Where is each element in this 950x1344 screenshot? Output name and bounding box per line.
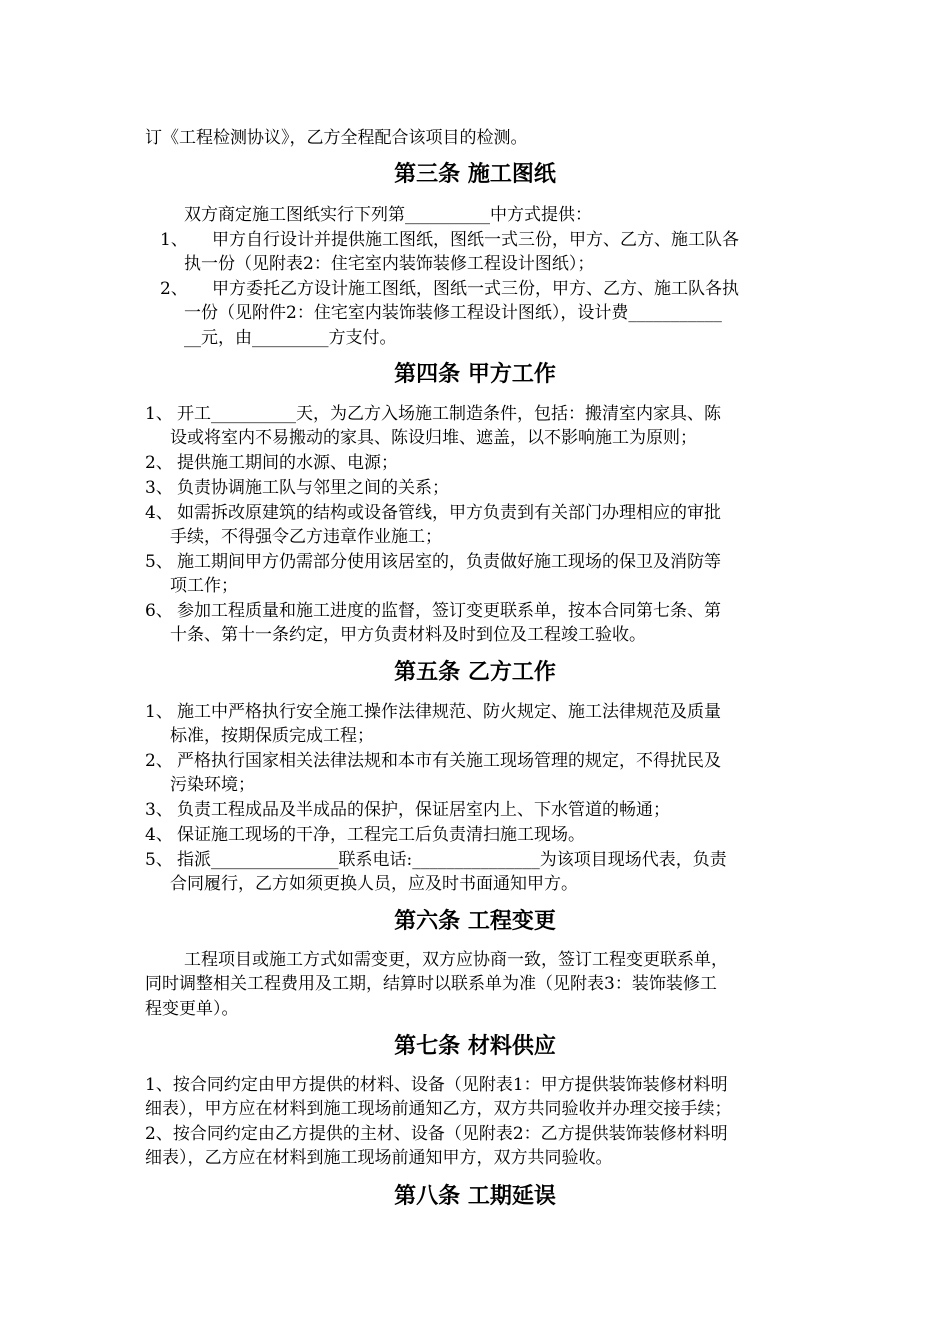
article-4-heading: 第四条 甲方工作 xyxy=(394,362,556,387)
art4-item-2-line-1: 提供施工期间的水源、电源； xyxy=(177,453,398,473)
art3-item-1-number: 1、 xyxy=(160,230,188,250)
art6-line-1: 工程项目或施工方式如需变更，双方应协商一致，签订工程变更联系单， xyxy=(184,950,728,970)
art6-line-3: 程变更单）。 xyxy=(145,999,239,1019)
art5-item-5-line-1: 指派_______________联系电话:_______________为该项目现场代表，负责 xyxy=(177,850,727,870)
intro-line: 订《工程检测协议》，乙方全程配合该项目的检测。 xyxy=(145,128,528,148)
article-3-intro: 双方商定施工图纸实行下列第__________中方式提供： xyxy=(184,205,592,225)
art3-item-1-line-1: 甲方自行设计并提供施工图纸，图纸一式三份，甲方、乙方、施工队各 xyxy=(212,230,739,250)
art5-item-4-line-1: 保证施工现场的干净，工程完工后负责清扫施工现场。 xyxy=(177,825,585,845)
art4-item-1-number: 1、 xyxy=(145,404,173,424)
art6-line-2: 同时调整相关工程费用及工期，结算时以联系单为准（见附表3：装饰装修工 xyxy=(145,974,717,994)
art3-item-2-number: 2、 xyxy=(160,279,188,299)
art3-item-2-line-2: 一份（见附件2：住宅室内装饰装修工程设计图纸），设计费___________ xyxy=(184,303,722,323)
article-8-heading: 第八条 工期延误 xyxy=(394,1184,556,1209)
art4-item-5-number: 5、 xyxy=(145,552,173,572)
art4-item-1-line-1: 开工__________天，为乙方入场施工制造条件，包括：搬清室内家具、陈 xyxy=(177,404,721,424)
art5-item-1-line-1: 施工中严格执行安全施工操作法律规范、防火规定、施工法律规范及质量 xyxy=(177,702,721,722)
art7-line-4: 细表），乙方应在材料到施工现场前通知甲方，双方共同验收。 xyxy=(145,1148,613,1168)
article-7-heading: 第七条 材料供应 xyxy=(394,1034,556,1059)
art3-item-2-line-3: __元，由_________方支付。 xyxy=(184,328,397,348)
art4-item-3-number: 3、 xyxy=(145,478,173,498)
art4-item-5-line-2: 项工作； xyxy=(170,576,238,596)
art7-line-2: 细表），甲方应在材料到施工现场前通知乙方，双方共同验收并办理交接手续； xyxy=(145,1099,732,1119)
art4-item-4-line-2: 手续，不得强令乙方违章作业施工； xyxy=(170,527,442,547)
art5-item-3-line-1: 负责工程成品及半成品的保护，保证居室内上、下水管道的畅通； xyxy=(177,800,670,820)
art4-item-4-number: 4、 xyxy=(145,503,173,523)
art5-item-5-line-2: 合同履行，乙方如须更换人员，应及时书面通知甲方。 xyxy=(170,874,578,894)
art5-item-2-number: 2、 xyxy=(145,751,173,771)
art5-item-2-line-1: 严格执行国家相关法律法规和本市有关施工现场管理的规定，不得扰民及 xyxy=(177,751,721,771)
article-3-heading: 第三条 施工图纸 xyxy=(394,162,556,187)
article-6-heading: 第六条 工程变更 xyxy=(394,909,556,934)
art5-item-2-line-2: 污染环境； xyxy=(170,775,255,795)
art4-item-2-number: 2、 xyxy=(145,453,173,473)
art4-item-6-number: 6、 xyxy=(145,601,173,621)
art4-item-3-line-1: 负责协调施工队与邻里之间的关系； xyxy=(177,478,449,498)
art5-item-1-number: 1、 xyxy=(145,702,173,722)
art5-item-4-number: 4、 xyxy=(145,825,173,845)
art4-item-4-line-1: 如需拆改原建筑的结构或设备管线，甲方负责到有关部门办理相应的审批 xyxy=(177,503,721,523)
art3-item-2-line-1: 甲方委托乙方设计施工图纸，图纸一式三份，甲方、乙方、施工队各执 xyxy=(212,279,739,299)
art4-item-6-line-2: 十条、第十一条约定，甲方负责材料及时到位及工程竣工验收。 xyxy=(170,625,646,645)
art7-line-1: 1、按合同约定由甲方提供的材料、设备（见附表1：甲方提供装饰装修材料明 xyxy=(145,1075,728,1095)
article-5-heading: 第五条 乙方工作 xyxy=(394,660,556,685)
art4-item-6-line-1: 参加工程质量和施工进度的监督，签订变更联系单，按本合同第七条、第 xyxy=(177,601,721,621)
art5-item-3-number: 3、 xyxy=(145,800,173,820)
art5-item-5-number: 5、 xyxy=(145,850,173,870)
art5-item-1-line-2: 标准，按期保质完成工程； xyxy=(170,726,374,746)
art4-item-5-line-1: 施工期间甲方仍需部分使用该居室的，负责做好施工现场的保卫及消防等 xyxy=(177,552,721,572)
art7-line-3: 2、按合同约定由乙方提供的主材、设备（见附表2：乙方提供装饰装修材料明 xyxy=(145,1124,728,1144)
art3-item-1-line-2: 执一份（见附表2：住宅室内装饰装修工程设计图纸）； xyxy=(184,254,595,274)
art4-item-1-line-2: 设或将室内不易搬动的家具、陈设归堆、遮盖，以不影响施工为原则； xyxy=(170,428,697,448)
